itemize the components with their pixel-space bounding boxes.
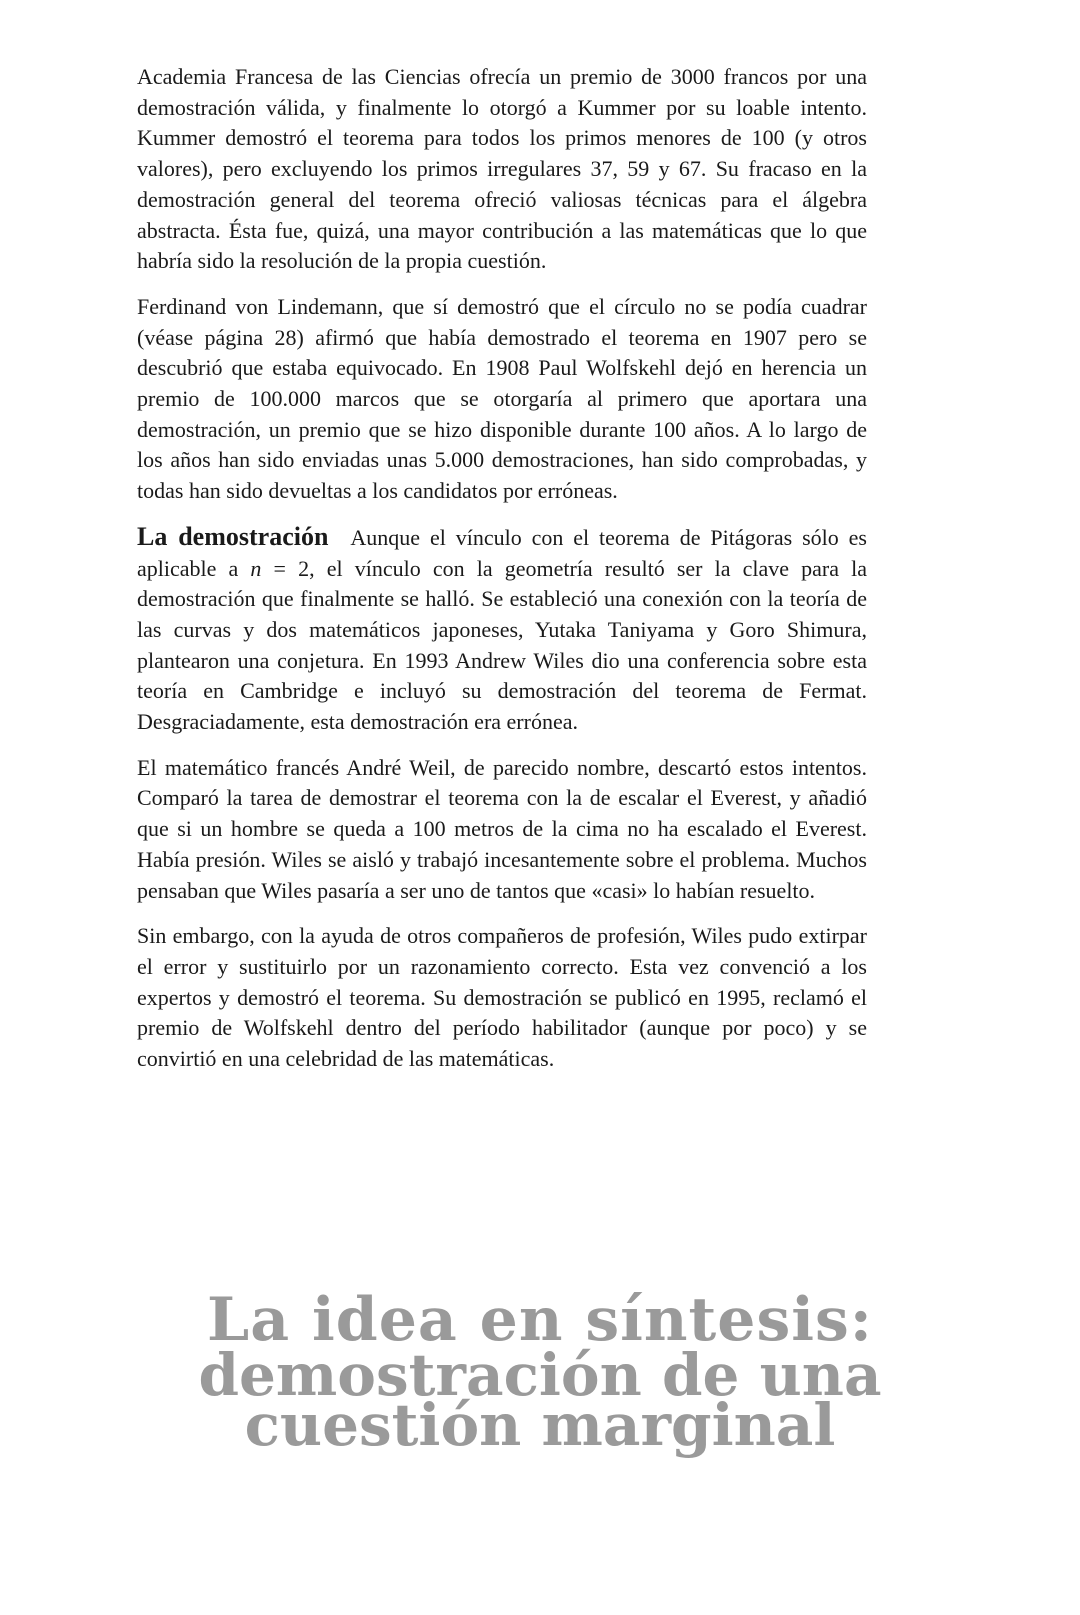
- body-text: [137, 62, 867, 1090]
- paragraph-wiles: Sin embargo, con la ayuda de otros compañeros de profesión, Wiles pudo extirpar el error y sustituirlo por un razonamiento correcto. Esta vez convenció a los expertos y demostró el teorema. Su demostración se publicó en 1995, reclamó el premio de Wolfskehl dentro del período habilitador (aunque por poco) y se convirtió en una celebridad de las matemáticas.: [137, 923, 867, 1072]
- synthesis-line-3: cuestión marginal: [244, 1391, 836, 1459]
- paragraph-weil: El matemático francés André Weil, de parecido nombre, descartó estos intentos. Comparó la tarea de demostrar el teorema con la de escalar el Everest, y añadió que si un hombre se queda a 100 metros de la cima no ha escalado el Everest. Había presión. Wiles se aisló y trabajó incesantemente sobre el problema. Muchos pensaban que Wiles pasaría a ser uno de tantos que «casi» lo habían resuelto.: [137, 754, 867, 903]
- section-heading: La demostración: [137, 521, 329, 551]
- section-text-end: = 2, el vínculo con la geometría resultó ser la clave para la demostración que finalmente se halló. Se estableció una conexión con la teoría de las curvas y dos matemáticos japoneses, Yutaka Taniyama y Goro Shimura, plantearon una conjetura. En 1993 Andrew Wiles dio una conferencia sobre esta teoría en Cambridge e incluyó su demostración del teorema de Fermat. Desgraciadamente, esta demostración era errónea.: [137, 555, 867, 735]
- paragraph-kummer: Academia Francesa de las Ciencias ofrecía un premio de 3000 francos por una demostración válida, y finalmente lo otorgó a Kummer por su loable intento. Kummer demostró el teorema para todos los primos menores de 100 (y otros valores), pero excluyendo los primos irregulares 37, 59 y 67. Su fracaso en la demostración general del teorema ofreció valiosas técnicas para el álgebra abstracta. Ésta fue, quizá, una mayor contribución a las matemáticas que lo que habría sido la resolución de la propia cuestión.: [137, 64, 867, 274]
- section-text-start: Aunque el vínculo con el teorema de Pitágoras sólo es aplicable a: [137, 524, 867, 581]
- math-variable-n: n: [250, 555, 262, 581]
- synthesis-line-2: demostración de una: [198, 1341, 882, 1409]
- synthesis-title: [0, 1285, 1080, 1459]
- paragraph-lindemann: Ferdinand von Lindemann, que sí demostró que el círculo no se podía cuadrar (véase página 28) afirmó que había demostrado el teorema en 1907 pero se descubrió que estaba equivocado. En 1908 Paul Wolfskehl dejó en herencia un premio de 100.000 marcos que se otorgaría al primero que aportara una demostración, un premio que se hizo disponible durante 100 años. A lo largo de los años han sido enviadas unas 5.000 demostraciones, han sido comprobadas, y todas han sido devueltas a los candidatos por erróneas.: [137, 293, 867, 504]
- synthesis-line-1: La idea en síntesis:: [207, 1285, 873, 1355]
- paragraph-demonstration: [137, 522, 867, 738]
